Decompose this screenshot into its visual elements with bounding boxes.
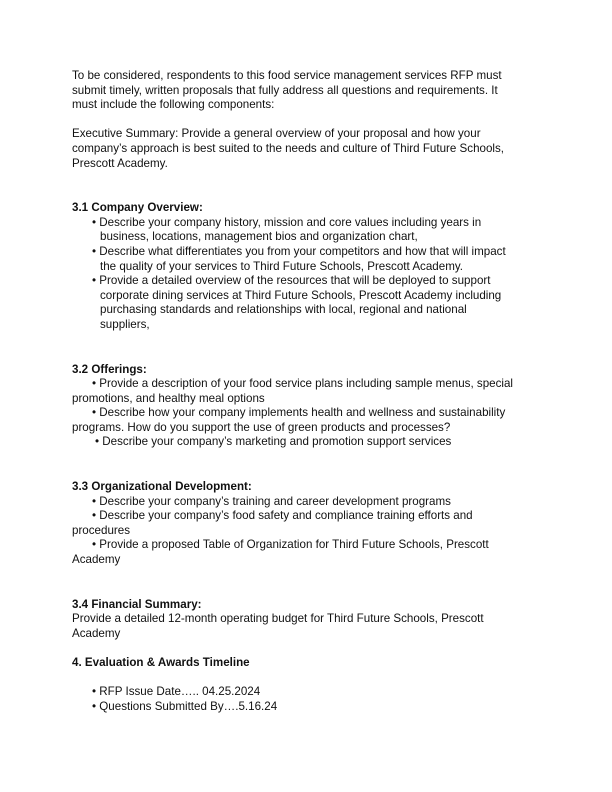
org-development-bullet: • Describe your company’s training and career development programs [92,494,451,508]
executive-summary-paragraph: Executive Summary: Provide a general overview of your proposal and how your company’s approach is best suited to the needs and culture of Third Future Schools, Prescott Academy. [72,127,505,170]
company-overview-bullet: • Describe your company history, mission and core values including years in business, locations, management bios and organization chart, [92,215,482,244]
financial-summary-body: Provide a detailed 12-month operating budget for Third Future Schools, Prescott Academy [72,612,484,640]
company-overview-bullet: • Provide a detailed overview of the resources that will be deployed to support corporate dining services at Third Future Schools, Prescott Academy including purchasing standards and relationships with local, regional and national suppliers, [92,274,502,331]
financial-summary-heading: 3.4 Financial Summary: [72,597,202,611]
offerings-bullet: • Provide a description of your food service plans including sample menus, special promotions, and healthy meal options [72,377,514,405]
offerings-bullet: • Describe how your company implements health and wellness and sustainability programs. How do you support the use of green products and processes? [72,406,506,434]
company-overview-heading: 3.1 Company Overview: [72,201,203,215]
document-page [72,69,542,714]
org-development-bullet: • Provide a proposed Table of Organization for Third Future Schools, Prescott Academy [72,538,489,567]
company-overview-bullet: • Describe what differentiates you from your competitors and how that will impact the quality of your services to Third Future Schools, Prescott Academy. [92,244,506,273]
timeline-bullet: • Questions Submitted By….5.16.24 [92,699,278,713]
org-development-heading: 3.3 Organizational Development: [72,480,252,494]
timeline-heading: 4. Evaluation & Awards Timeline [72,656,250,669]
offerings-bullet: • Describe your company’s marketing and promotion support services [95,435,452,449]
org-development-bullet: • Describe your company’s food safety and compliance training efforts and procedures [72,509,473,537]
timeline-bullet: • RFP Issue Date….. 04.25.2024 [92,685,261,699]
offerings-heading: 3.2 Offerings: [72,362,147,376]
intro-paragraph: To be considered, respondents to this food service management services RFP must submit timely, written proposals that fully address all questions and requirements. It must include the following components: [72,69,502,112]
